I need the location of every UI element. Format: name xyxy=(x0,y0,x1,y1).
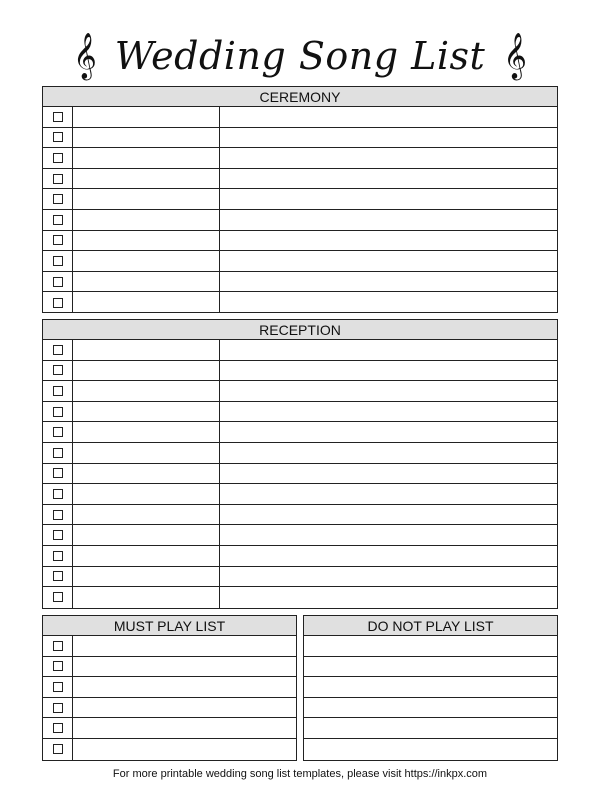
song-notes-cell[interactable] xyxy=(220,422,557,442)
table-row xyxy=(304,718,557,739)
song-notes-cell[interactable] xyxy=(220,464,557,484)
table-row xyxy=(43,107,557,128)
checkbox[interactable] xyxy=(53,703,63,713)
checkbox[interactable] xyxy=(53,386,63,396)
checkbox-cell xyxy=(43,422,73,442)
checkbox-cell xyxy=(43,505,73,525)
do-not-play-table xyxy=(303,615,558,761)
checkbox-cell xyxy=(43,231,73,251)
checkbox-cell xyxy=(43,340,73,360)
checkbox-cell xyxy=(43,169,73,189)
must-play-rows xyxy=(43,636,296,760)
table-row xyxy=(43,402,557,423)
checkbox[interactable] xyxy=(53,468,63,478)
treble-clef-icon: 𝄞 xyxy=(503,33,527,79)
checkbox-cell xyxy=(43,128,73,148)
must-play-table xyxy=(42,615,297,761)
checkbox-cell xyxy=(43,718,73,738)
table-row xyxy=(43,292,557,313)
song-notes-cell[interactable] xyxy=(220,231,557,251)
checkbox[interactable] xyxy=(53,744,63,754)
checkbox-cell xyxy=(43,567,73,587)
song-title-cell[interactable] xyxy=(73,210,220,230)
song-notes-cell[interactable] xyxy=(220,128,557,148)
song-entry-cell[interactable] xyxy=(73,718,296,738)
checkbox[interactable] xyxy=(53,194,63,204)
checkbox-cell xyxy=(43,698,73,718)
song-entry-cell[interactable] xyxy=(304,677,557,697)
checkbox[interactable] xyxy=(53,112,63,122)
song-entry-cell[interactable] xyxy=(73,657,296,677)
checkbox[interactable] xyxy=(53,489,63,499)
song-title-cell[interactable] xyxy=(73,231,220,251)
checkbox-cell xyxy=(43,636,73,656)
checkbox[interactable] xyxy=(53,407,63,417)
checkbox[interactable] xyxy=(53,235,63,245)
song-notes-cell[interactable] xyxy=(220,169,557,189)
song-title-cell[interactable] xyxy=(73,340,220,360)
table-row xyxy=(43,189,557,210)
song-notes-cell[interactable] xyxy=(220,443,557,463)
song-notes-cell[interactable] xyxy=(220,361,557,381)
song-notes-cell[interactable] xyxy=(220,546,557,566)
checkbox[interactable] xyxy=(53,571,63,581)
checkbox[interactable] xyxy=(53,215,63,225)
checkbox[interactable] xyxy=(53,510,63,520)
title-row xyxy=(0,26,600,86)
song-notes-cell[interactable] xyxy=(220,381,557,401)
song-title-cell[interactable] xyxy=(73,361,220,381)
song-notes-cell[interactable] xyxy=(220,107,557,127)
checkbox-cell xyxy=(43,484,73,504)
song-title-cell[interactable] xyxy=(73,148,220,168)
song-notes-cell[interactable] xyxy=(220,272,557,292)
table-row xyxy=(43,505,557,526)
checkbox[interactable] xyxy=(53,153,63,163)
checkbox[interactable] xyxy=(53,256,63,266)
table-row xyxy=(43,272,557,293)
song-notes-cell[interactable] xyxy=(220,484,557,504)
checkbox-cell xyxy=(43,107,73,127)
song-title-cell[interactable] xyxy=(73,525,220,545)
table-row xyxy=(43,525,557,546)
table-row xyxy=(43,251,557,272)
checkbox-cell xyxy=(43,464,73,484)
checkbox[interactable] xyxy=(53,448,63,458)
reception-table xyxy=(42,319,558,609)
ceremony-rows xyxy=(43,107,557,313)
song-notes-cell[interactable] xyxy=(220,402,557,422)
table-row xyxy=(304,657,557,678)
checkbox-cell xyxy=(43,361,73,381)
ceremony-table xyxy=(42,86,558,313)
song-title-cell[interactable] xyxy=(73,546,220,566)
table-row xyxy=(43,422,557,443)
checkbox[interactable] xyxy=(53,298,63,308)
table-row xyxy=(43,340,557,361)
page-title: Wedding Song List xyxy=(114,34,486,78)
song-notes-cell[interactable] xyxy=(220,210,557,230)
table-row xyxy=(304,698,557,719)
song-title-cell[interactable] xyxy=(73,381,220,401)
song-entry-cell[interactable] xyxy=(304,698,557,718)
checkbox-cell xyxy=(43,189,73,209)
table-row xyxy=(43,587,557,608)
checkbox-cell xyxy=(43,657,73,677)
song-entry-cell[interactable] xyxy=(73,677,296,697)
checkbox[interactable] xyxy=(53,530,63,540)
song-title-cell[interactable] xyxy=(73,189,220,209)
table-row xyxy=(43,567,557,588)
table-row xyxy=(43,443,557,464)
ceremony-heading: CEREMONY xyxy=(43,87,557,107)
song-title-cell[interactable] xyxy=(73,107,220,127)
checkbox[interactable] xyxy=(53,427,63,437)
song-title-cell[interactable] xyxy=(73,443,220,463)
checkbox[interactable] xyxy=(53,661,63,671)
song-entry-cell[interactable] xyxy=(73,698,296,718)
checkbox[interactable] xyxy=(53,723,63,733)
table-row xyxy=(43,657,296,678)
checkbox[interactable] xyxy=(53,641,63,651)
song-title-cell[interactable] xyxy=(73,422,220,442)
table-row xyxy=(43,546,557,567)
table-row xyxy=(43,698,296,719)
table-row xyxy=(304,636,557,657)
song-title-cell[interactable] xyxy=(73,484,220,504)
checkbox-cell xyxy=(43,587,73,608)
table-row xyxy=(43,636,296,657)
song-entry-cell[interactable] xyxy=(304,636,557,656)
reception-heading: RECEPTION xyxy=(43,320,557,340)
table-row xyxy=(304,677,557,698)
table-row xyxy=(43,361,557,382)
treble-clef-icon: 𝄞 xyxy=(73,33,97,79)
song-notes-cell[interactable] xyxy=(220,567,557,587)
table-row xyxy=(43,677,296,698)
checkbox[interactable] xyxy=(53,174,63,184)
song-notes-cell[interactable] xyxy=(220,189,557,209)
table-row xyxy=(43,464,557,485)
song-title-cell[interactable] xyxy=(73,128,220,148)
must-play-heading: MUST PLAY LIST xyxy=(43,616,296,636)
checkbox-cell xyxy=(43,443,73,463)
table-row xyxy=(43,381,557,402)
table-row xyxy=(43,484,557,505)
song-entry-cell[interactable] xyxy=(304,718,557,738)
reception-rows xyxy=(43,340,557,608)
do-not-play-heading: DO NOT PLAY LIST xyxy=(304,616,557,636)
song-entry-cell[interactable] xyxy=(304,657,557,677)
checkbox-cell xyxy=(43,148,73,168)
checkbox-cell xyxy=(43,210,73,230)
song-notes-cell[interactable] xyxy=(220,251,557,271)
checkbox-cell xyxy=(43,677,73,697)
song-title-cell[interactable] xyxy=(73,587,220,608)
checkbox-cell xyxy=(43,546,73,566)
checkbox[interactable] xyxy=(53,592,63,602)
song-title-cell[interactable] xyxy=(73,402,220,422)
table-row xyxy=(43,169,557,190)
song-title-cell[interactable] xyxy=(73,567,220,587)
song-title-cell[interactable] xyxy=(73,505,220,525)
checkbox-cell xyxy=(43,272,73,292)
table-row xyxy=(43,718,296,739)
song-entry-cell[interactable] xyxy=(304,739,557,760)
checkbox[interactable] xyxy=(53,345,63,355)
checkbox-cell xyxy=(43,381,73,401)
song-entry-cell[interactable] xyxy=(73,636,296,656)
song-notes-cell[interactable] xyxy=(220,292,557,313)
song-title-cell[interactable] xyxy=(73,251,220,271)
song-notes-cell[interactable] xyxy=(220,525,557,545)
checkbox[interactable] xyxy=(53,365,63,375)
checkbox[interactable] xyxy=(53,551,63,561)
table-row xyxy=(43,210,557,231)
footer-note: For more printable wedding song list templates, please visit https://inkpx.com xyxy=(112,768,488,780)
song-title-cell[interactable] xyxy=(73,169,220,189)
table-row xyxy=(43,231,557,252)
do-not-play-rows xyxy=(304,636,557,760)
checkbox-cell xyxy=(43,251,73,271)
checkbox[interactable] xyxy=(53,132,63,142)
song-title-cell[interactable] xyxy=(73,272,220,292)
song-notes-cell[interactable] xyxy=(220,340,557,360)
table-row xyxy=(43,739,296,760)
checkbox-cell xyxy=(43,525,73,545)
song-notes-cell[interactable] xyxy=(220,505,557,525)
song-notes-cell[interactable] xyxy=(220,587,557,608)
song-notes-cell[interactable] xyxy=(220,148,557,168)
checkbox-cell xyxy=(43,739,73,760)
song-title-cell[interactable] xyxy=(73,464,220,484)
table-row xyxy=(304,739,557,760)
table-row xyxy=(43,128,557,149)
song-title-cell[interactable] xyxy=(73,292,220,313)
checkbox[interactable] xyxy=(53,682,63,692)
checkbox-cell xyxy=(43,402,73,422)
checkbox[interactable] xyxy=(53,277,63,287)
checkbox-cell xyxy=(43,292,73,313)
table-row xyxy=(43,148,557,169)
song-entry-cell[interactable] xyxy=(73,739,296,760)
